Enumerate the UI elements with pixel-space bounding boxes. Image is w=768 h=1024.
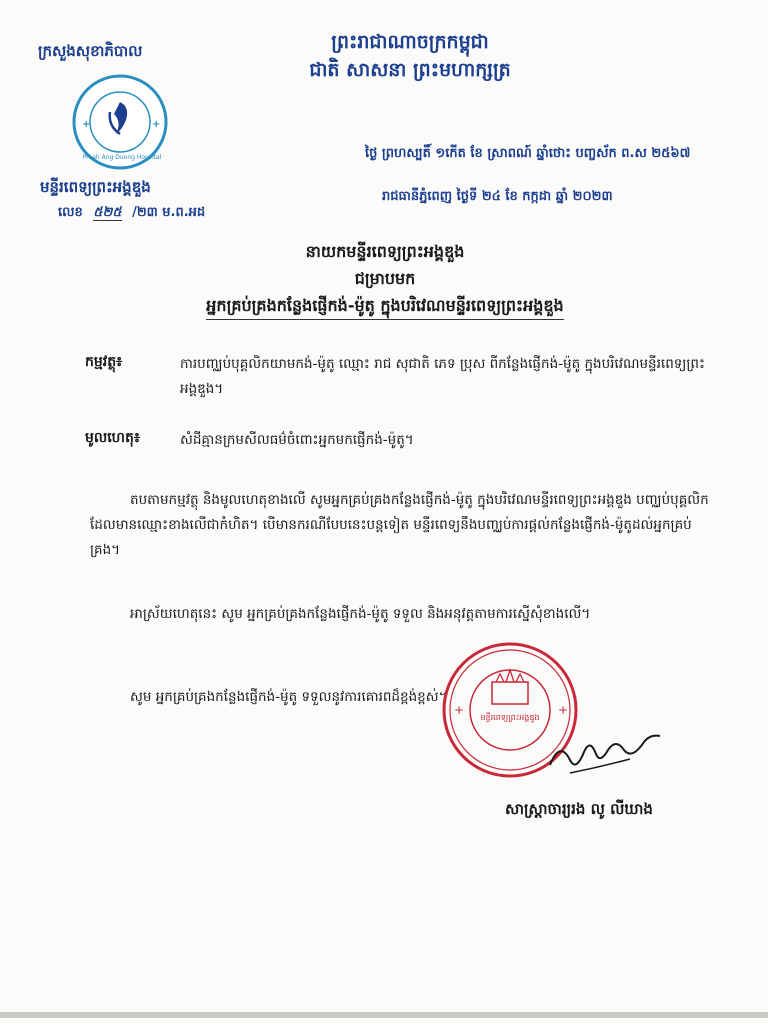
title-greeting: ជម្រាបមក — [354, 269, 416, 288]
page-bottom-edge — [0, 1012, 768, 1018]
seal-text: មន្ទីរពេទ្យព្រះអង្គឌួង — [480, 713, 540, 722]
title-from: នាយកមន្ទីរពេទ្យព្រះអង្គឌួង — [305, 242, 465, 261]
lunar-date: ថ្ងៃ ព្រហស្បតិ៍ ១កើត ខែ ស្រាពណ៍ ឆ្នាំថោះ បញ្ចស័ក ព.ស ២៥៦៧ — [365, 146, 691, 161]
logo-caption: Preah Ang Duong Hospital — [82, 154, 162, 161]
solar-date: រាជធានីភ្នំពេញ ថ្ងៃទី ២៤ ខែ កក្កដា ឆ្នាំ ២០២៣ — [382, 189, 613, 204]
svg-text:+: + — [454, 703, 465, 717]
reference-number — [58, 204, 258, 223]
reason-text: សំដីគ្មានក្រមសីលធម៌ចំពោះអ្នកមកផ្ញើកង់-ម៉ូតូ។ — [180, 432, 414, 448]
body-paragraph-2: អាស្រ័យហេតុនេះ សូម អ្នកគ្រប់គ្រងកន្លែងផ្ញើកង់-ម៉ូតូ ទទួល និងអនុវត្តតាមការស្នើសុំខាងលើ។ — [130, 606, 591, 622]
signer-name: សាស្ត្រាចារ្យរង លូ លីឃាង — [505, 800, 653, 818]
closing-paragraph: សូម អ្នកគ្រប់គ្រងកន្លែងផ្ញើកង់-ម៉ូតូ ទទួលនូវការគោរពដ៏ខ្ពង់ខ្ពស់។ — [130, 689, 448, 705]
hospital-name: មន្ទីរពេទ្យព្រះអង្គឌួង — [40, 178, 151, 196]
hospital-logo — [70, 72, 170, 172]
handwritten-signature — [540, 725, 670, 785]
reason-label: មូលហេតុ៖ — [85, 430, 141, 446]
ministry-name: ក្រសួងសុខាភិបាល — [38, 42, 143, 60]
national-motto: ជាតិ សាសនា ព្រះមហាក្សត្រ — [309, 59, 511, 81]
ref-suffix: /២៣ ម.ព.អដ — [132, 205, 206, 220]
title-to: អ្នកគ្រប់គ្រងកន្លែងផ្ញើកង់-ម៉ូតូ ក្នុងបរិវេណមន្ទីរពេទ្យព្រះអង្គឌួង — [206, 292, 563, 320]
kingdom-title: ព្រះរាជាណាចក្រកម្ពុជា — [331, 31, 489, 53]
ref-number: ៥២៥ — [93, 205, 122, 220]
ref-prefix: លេខ — [58, 205, 83, 220]
svg-text:+: + — [558, 703, 569, 717]
svg-text:+: + — [82, 119, 91, 130]
svg-text:+: + — [152, 119, 161, 130]
subject-text: ការបញ្ឈប់បុគ្គលិកយាមកង់-ម៉ូតូ ឈ្មោះ រាជ សុជាតិ ភេទ ប្រុស ពីកន្លែងផ្ញើកង់-ម៉ូតូ ក្នុងបរិវេណមន្ទីរពេទ្យព្រះអង្គឌួង។ — [180, 356, 705, 397]
kingdom-header — [250, 28, 570, 84]
letter-title — [60, 238, 710, 320]
body-paragraph-1: តបតាមកម្មវត្ថុ និងមូលហេតុខាងលើ សូមអ្នកគ្រប់គ្រងកន្លែងផ្ញើកង់-ម៉ូតូ ក្នុងបរិវេណមន្ទីរពេទ្យព្រះអង្គឌួង បញ្ឈប់បុគ្គលិកដែលមានឈ្មោះខាងលើជាកំហិត។ បើមានករណីបែបនេះបន្តទៀត មន្ទីរពេទ្យនឹងបញ្ឈប់ការផ្តល់កន្លែងផ្ញើកង់-ម៉ូតូដល់អ្នកគ្រប់គ្រង។ — [90, 492, 709, 558]
subject-label: កម្មវត្ថុ៖ — [85, 354, 123, 370]
